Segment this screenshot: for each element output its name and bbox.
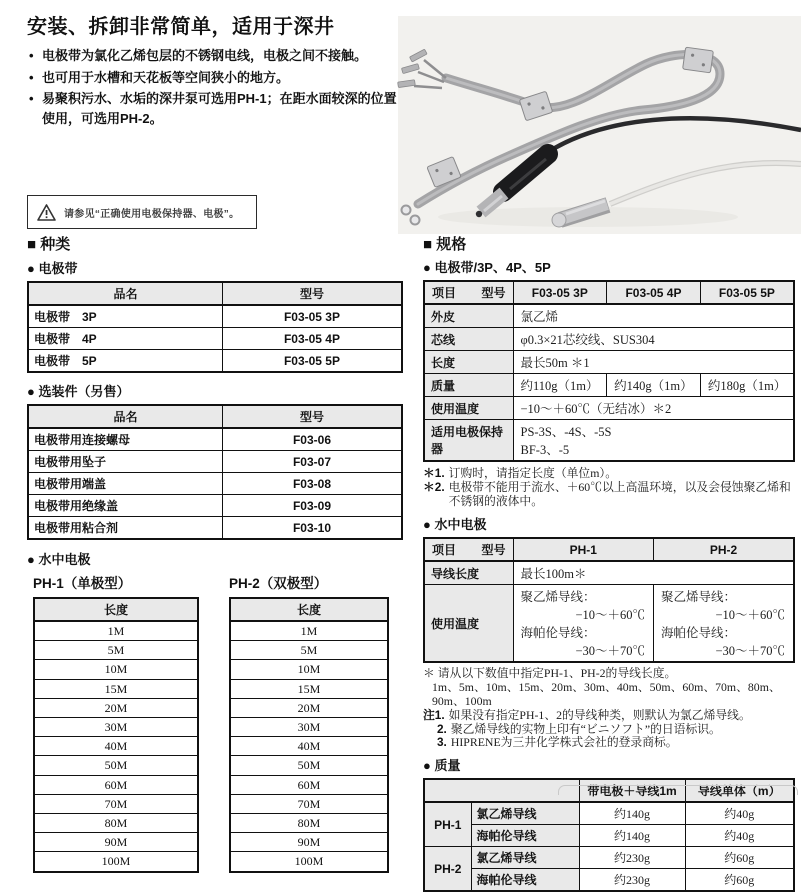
ph1-title: PH-1（单极型） <box>33 576 132 591</box>
table-row: 15M <box>34 679 198 698</box>
table-row: 10M <box>34 660 198 679</box>
table-row: PH-2 氯乙烯导线 约230g 约60g <box>424 847 794 869</box>
weight-subheading: ● 质量 <box>423 758 461 774</box>
table-row: 40M <box>230 737 388 756</box>
corner-model-label: 型号 <box>481 286 506 300</box>
holder-line: PS-3S、-4S、-5S <box>520 425 612 439</box>
table-row: 海帕伦导线 约230g 约60g <box>424 869 794 892</box>
column-header: 长度 <box>34 598 198 621</box>
table-row: 电极带用端盖 F03-08 <box>28 473 402 495</box>
column-header: 带电极＋导线1m <box>579 779 685 802</box>
table-row: 5M <box>34 641 198 660</box>
band-specs-table <box>423 280 795 462</box>
ph1-length-table <box>33 597 199 873</box>
options-subheading: ● 选装件（另售） <box>27 384 130 399</box>
model-header: F03-05 5P <box>700 281 794 304</box>
note-line: 2. 聚乙烯导线的实物上印有“ビニソフト”的日语标识。 <box>437 721 721 736</box>
options-table <box>27 404 403 540</box>
model-header: PH-2 <box>654 538 795 561</box>
table-row: 40M <box>34 737 198 756</box>
feature-item: • 易聚积污水、水垢的深井泵可选用PH-1；在距水面较深的位置使用，可选用PH-2。 <box>29 89 401 128</box>
table-row: 20M <box>34 698 198 717</box>
table-row: 70M <box>230 794 388 813</box>
table-row: 30M <box>230 718 388 737</box>
table-row: 15M <box>230 679 388 698</box>
column-header: 导线单体（m） <box>685 779 794 802</box>
temp-range: −30～＋70℃ <box>715 644 785 659</box>
table-row: PH-1 氯乙烯导线 约140g 约40g <box>424 802 794 825</box>
column-header: 品名 <box>28 282 222 305</box>
table-row: 90M <box>34 833 198 852</box>
table-row: 30M <box>34 718 198 737</box>
corner-item-label: 项目 <box>432 286 457 300</box>
spec-row: 芯线 φ0.3×21芯绞线、SUS304 <box>424 328 794 351</box>
weight-table <box>423 778 795 892</box>
model-header: PH-1 <box>513 538 654 561</box>
temp-range: −10～＋60℃ <box>575 608 645 623</box>
band-table <box>27 281 403 373</box>
table-row: 80M <box>230 814 388 833</box>
table-row: 70M <box>34 794 198 813</box>
product-photo <box>398 12 801 234</box>
spec-row: 质量 约110g（1m） 约140g（1m） 约180g（1m） <box>424 374 794 397</box>
wire-type-label: 海帕伦导线： <box>520 626 596 641</box>
table-row: 100M <box>230 852 388 872</box>
ph2-length-table <box>229 597 389 873</box>
product-photo-illustration <box>398 12 801 234</box>
ph1-column <box>33 571 199 873</box>
note-line: ＊1. 订购时，请指定长度（单位m）。 <box>423 466 618 480</box>
table-row: 电极带 5P F03-05 5P <box>28 350 402 373</box>
page-title: 安装、拆卸非常简单，适用于深井 <box>27 16 335 38</box>
table-row: 电极带用连接螺母 F03-06 <box>28 428 402 451</box>
note-line: 3. HIPRENE为三井化学株式会社的登录商标。 <box>437 735 678 750</box>
table-row: 电极带用坠子 F03-07 <box>28 451 402 473</box>
table-row: 1M <box>230 621 388 641</box>
wire-type-label: 聚乙烯导线： <box>661 590 737 605</box>
column-header: 型号 <box>222 405 402 428</box>
warning-icon <box>37 204 56 221</box>
band-specs-subheading: ● 电极带/3P、4P、5P <box>423 260 551 275</box>
table-row: 60M <box>34 775 198 794</box>
note-line: ＊ 请从以下数值中指定PH-1、PH-2的导线长度。 <box>423 666 677 681</box>
ph2-title: PH-2（双极型） <box>229 576 328 591</box>
table-row: 电极带 3P F03-05 3P <box>28 305 402 328</box>
holder-line: BF-3、-5 <box>520 443 570 457</box>
table-row: 1M <box>34 621 198 641</box>
band-subheading: ● 电极带 <box>27 261 78 276</box>
table-row: 20M <box>230 698 388 717</box>
table-row: 50M <box>230 756 388 775</box>
wire-type-label: 海帕伦导线： <box>661 626 737 641</box>
wire-type-label: 聚乙烯导线： <box>520 590 596 605</box>
feature-item: • 也可用于水槽和天花板等空间狭小的地方。 <box>29 68 401 88</box>
column-header: 型号 <box>222 282 402 305</box>
temp-range: −10～＋60℃ <box>715 608 785 623</box>
feature-item: • 电极带为氯化乙烯包层的不锈钢电线，电极之间不接触。 <box>29 46 401 66</box>
column-header: 长度 <box>230 598 388 621</box>
note-line: 1m、5m、10m、15m、20m、30m、40m、50m、60m、70m、80m、90m、100m <box>432 680 781 708</box>
kinds-section <box>27 236 403 873</box>
corner-header <box>424 281 513 304</box>
underwater-tables <box>27 571 403 873</box>
table-row: 60M <box>230 775 388 794</box>
table-row: 电极带 4P F03-05 4P <box>28 328 402 350</box>
kinds-heading: ■ 种类 <box>27 236 71 253</box>
band-notes <box>423 467 795 508</box>
model-header: F03-05 3P <box>513 281 607 304</box>
underwater-specs-table <box>423 537 795 663</box>
column-header: 品名 <box>28 405 222 428</box>
underwater-specs-subheading: ● 水中电极 <box>423 517 487 533</box>
underwater-notes <box>423 667 795 750</box>
table-row: 10M <box>230 660 388 679</box>
corner-model-label: 型号 <box>481 543 506 558</box>
corner-header <box>424 779 579 802</box>
table-row: 100M <box>34 852 198 872</box>
spec-row: 外皮 氯乙烯 <box>424 304 794 328</box>
table-row: 电极带用粘合剂 F03-10 <box>28 517 402 540</box>
table-row: 80M <box>34 814 198 833</box>
table-row: 电极带用绝缘盖 F03-09 <box>28 495 402 517</box>
spec-row: 使用温度 聚乙烯导线： −10～＋60℃ 海帕伦导线： −30～＋70℃ 聚乙烯导线： −10～＋60℃ 海帕伦导线： −30～＋70℃ <box>424 585 794 663</box>
model-header: F03-05 4P <box>607 281 701 304</box>
spec-row: 适用电极保持器 PS-3S、-4S、-5S BF-3、-5 <box>424 420 794 462</box>
ph2-column <box>229 571 389 873</box>
specs-heading: ■ 规格 <box>423 236 467 253</box>
table-row: 50M <box>34 756 198 775</box>
corner-item-label: 项目 <box>432 543 457 558</box>
underwater-subheading: ● 水中电极 <box>27 552 91 567</box>
spec-row: 长度 最长50m ＊1 <box>424 351 794 374</box>
note-line: ＊2. 电极带不能用于流水、＋60℃以上高温环境，以及会侵蚀聚乙烯和不锈钢的液体中。 <box>423 479 791 508</box>
caution-box <box>27 195 257 229</box>
feature-list <box>29 46 401 130</box>
table-row: 90M <box>230 833 388 852</box>
table-row: 海帕伦导线 约140g 约40g <box>424 825 794 847</box>
note-line: 注1. 如果没有指定PH-1、2的导线种类，则默认为氯乙烯导线。 <box>423 707 751 722</box>
next-section-edge <box>558 785 798 795</box>
spec-row: 导线长度 最长100m＊ <box>424 561 794 585</box>
spec-row: 使用温度 −10～＋60℃（无结冰）＊2 <box>424 397 794 420</box>
temp-range: −30～＋70℃ <box>575 644 645 659</box>
caution-text: 请参见“正确使用电极保持器、电极”。 <box>64 208 240 220</box>
table-row: 5M <box>230 641 388 660</box>
corner-header <box>424 538 513 561</box>
